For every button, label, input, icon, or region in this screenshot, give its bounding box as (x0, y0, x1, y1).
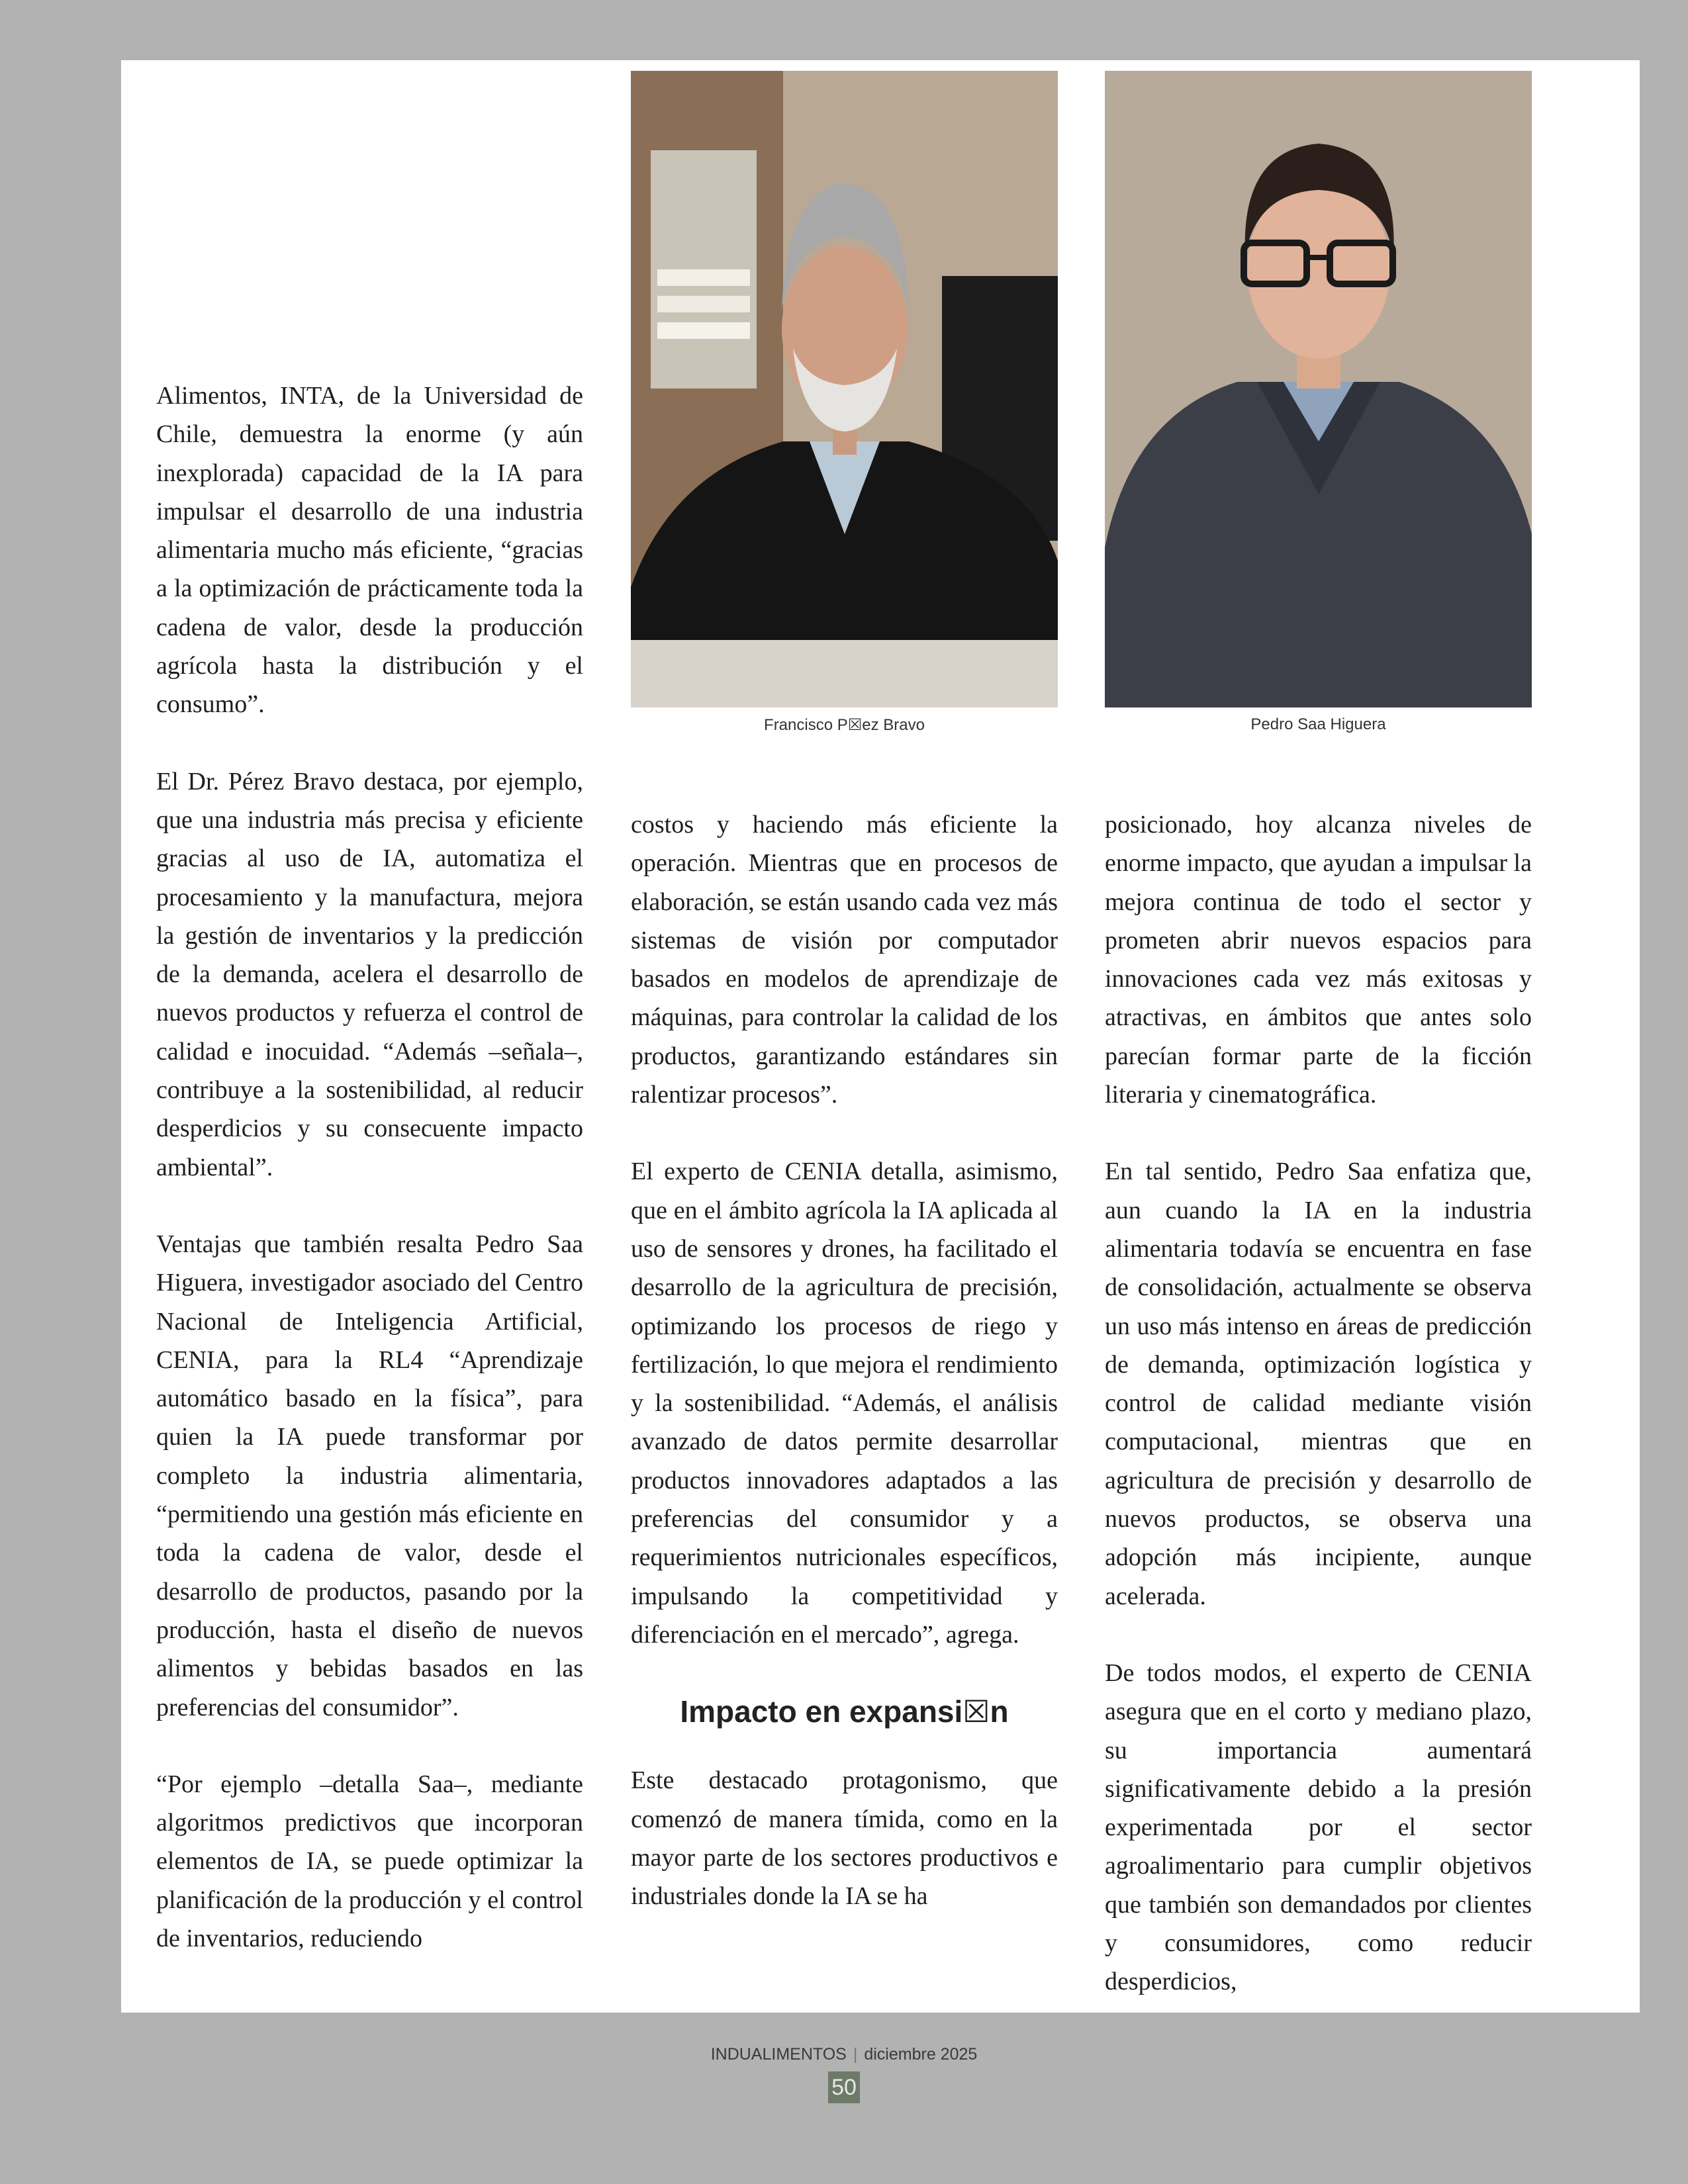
portrait-photo-francisco (631, 71, 1058, 707)
paragraph: Este destacado protagonismo, que comenzó de manera tímida, como en la mayor parte de los sectores productivos e industriales donde la IA se ha (631, 1766, 1058, 1911)
paragraph: El experto de CENIA detalla, asimismo, que en el ámbito agrícola la IA aplicada al uso de sensores y drones, ha facilitado el desarrollo de la agricultura de precisión, optimizando los procesos de riego y fertilización, lo que mejora el rendimiento y la sostenibilidad. “Además, el análisis avanzado de datos permite desarrollar productos innovadores adaptados a las preferencias del consumidor y a requerimientos nutricionales específicos, impulsando la competitividad y diferenciación en el mercado”, agrega. (631, 1158, 1058, 1649)
photo-caption-francisco: Francisco P☒ez Bravo (764, 716, 925, 734)
paragraph: “Por ejemplo –detalla Saa–, mediante algoritmos predictivos que incorporan elementos de IA, se puede optimizar la planificación de la producción y el control de inventarios, reduciendo (156, 1770, 583, 1952)
paragraph: costos y haciendo más eficiente la operación. Mientras que en procesos de elaboración, se están usando cada vez más sistemas de visión por computador basados en modelos de aprendizaje de máquinas, para controlar la calidad de los productos, garantizando estándares sin ralentizar procesos”. (631, 811, 1058, 1109)
paragraph: En tal sentido, Pedro Saa enfatiza que, aun cuando la IA en la industria alimentaria todavía se encuentra en fase de consolidación, actualmente se observa un uso más intenso en áreas de predicción de demanda, optimización logística y control de calidad mediante visión computacional, mientras que en agricultura de precisión y desarrollo de nuevos productos, se observa una adopción más incipiente, aunque acelerada. (1105, 1158, 1532, 1610)
article-column-3 (1105, 805, 1532, 2001)
portrait-older-man-icon (631, 71, 1058, 707)
portrait-young-man-icon (1105, 71, 1532, 707)
portrait-photo-pedro (1105, 71, 1532, 707)
page-number: 50 (828, 2071, 860, 2103)
magazine-name: INDUALIMENTOS (710, 2045, 847, 2064)
article-column-2 (631, 805, 1058, 1915)
paragraph: De todos modos, el experto de CENIA asegura que en el corto y mediano plazo, su importancia aumentará significativamente debido a la presión experimentada por el sector agroalimentario para cumplir objetivos que también son demandados por clientes y consumidores, como reducir desperdicios, (1105, 1659, 1532, 1996)
paragraph: El Dr. Pérez Bravo destaca, por ejemplo, que una industria más precisa y eficiente gracias al uso de IA, automatiza el procesamiento y la manufactura, mejora la gestión de inventarios y la predicción de la demanda, acelera el desarrollo de nuevos productos y refuerza el control de calidad e inocuidad. “Además –señala–, contribuye a la sostenibilidad, al reducir desperdicios y su consecuente impacto ambiental”. (156, 767, 583, 1181)
paragraph: Ventajas que también resalta Pedro Saa Higuera, investigador asociado del Centro Nacional de Inteligencia Artificial, CENIA, para la RL4 “Aprendizaje automático basado en la física”, para quien la IA puede transformar por completo la industria alimentaria, “permitiendo una gestión más eficiente en toda la cadena de valor, desde el desarrollo de productos, pasando por la producción, hasta el diseño de nuevos alimentos y bebidas basados en las preferencias del consumidor”. (156, 1230, 583, 1721)
section-subheading: Impacto en expansi☒n (680, 1694, 1009, 1729)
paragraph: Alimentos, INTA, de la Universidad de Chile, demuestra la enorme (y aún inexplorada) capacidad de la IA para impulsar el desarrollo de una industria alimentaria mucho más eficiente, “gracias a la optimización de prácticamente toda la cadena de valor, desde la producción agrícola hasta la distribución y el consumo”. (156, 382, 583, 719)
paragraph: posicionado, hoy alcanza niveles de enorme impacto, que ayudan a impulsar la mejora continua de todo el sector y prometen abrir nuevos espacios para innovaciones cada vez más exitosas y atractivas, en ámbitos que antes solo parecían formar parte de la ficción literaria y cinematográfica. (1105, 811, 1532, 1109)
article-page (121, 60, 1640, 2013)
issue-date: diciembre 2025 (864, 2045, 978, 2064)
photo-caption-pedro: Pedro Saa Higuera (1250, 715, 1386, 733)
page-footer (0, 2045, 1688, 2064)
footer-separator: | (853, 2045, 858, 2064)
article-column-1 (156, 377, 583, 1958)
